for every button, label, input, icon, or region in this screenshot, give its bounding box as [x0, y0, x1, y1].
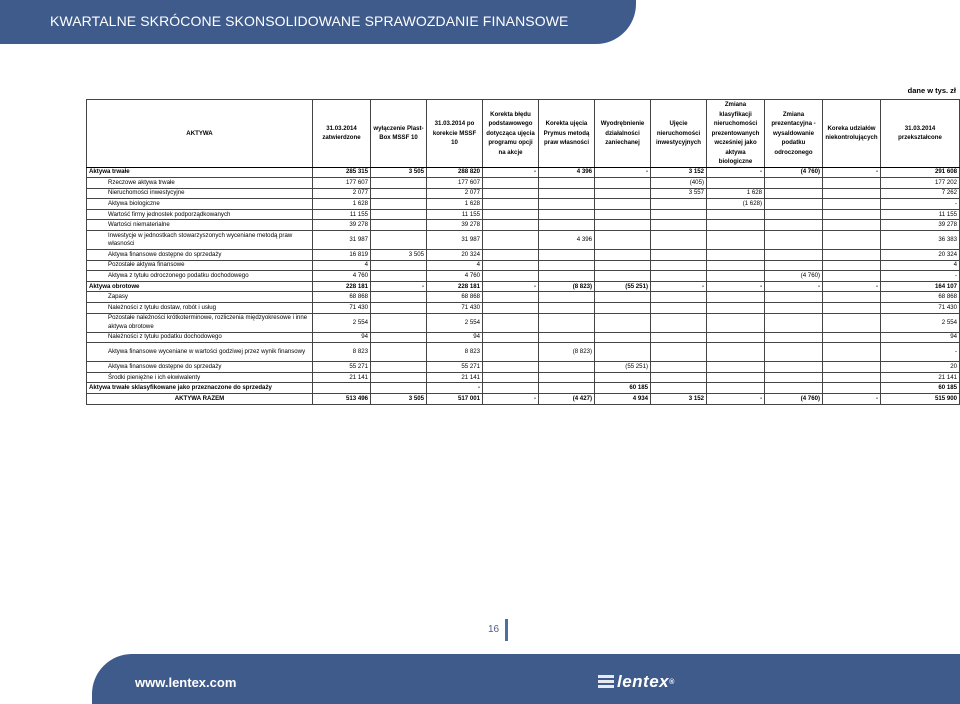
- table-cell: 11 155: [313, 209, 371, 220]
- table-cell: 177 607: [427, 178, 483, 189]
- table-row: [87, 220, 960, 231]
- table-cell: [707, 383, 765, 394]
- table-cell: 4: [313, 260, 371, 271]
- table-cell: [595, 313, 651, 332]
- table-cell: 68 868: [881, 292, 960, 303]
- table-header-row: [87, 100, 960, 168]
- table-cell: 94: [881, 332, 960, 343]
- row-label: Aktywa biologiczne: [87, 199, 313, 210]
- table-cell: 20 324: [427, 250, 483, 261]
- table-cell: [539, 260, 595, 271]
- table-cell: [595, 188, 651, 199]
- table-cell: (8 823): [539, 343, 595, 362]
- row-label: Aktywa trwałe: [87, 167, 313, 178]
- table-cell: 21 141: [313, 372, 371, 383]
- table-cell: [823, 220, 881, 231]
- table-cell: [823, 199, 881, 210]
- table-cell: (4 760): [765, 271, 823, 282]
- table-row: [87, 343, 960, 362]
- table-cell: [483, 292, 539, 303]
- table-cell: [483, 209, 539, 220]
- table-cell: [651, 332, 707, 343]
- table-cell: 164 107: [881, 281, 960, 292]
- table-cell: 177 607: [313, 178, 371, 189]
- table-cell: 20: [881, 362, 960, 373]
- table-cell: [539, 188, 595, 199]
- table-cell: 68 868: [427, 292, 483, 303]
- table-cell: [707, 250, 765, 261]
- row-label: AKTYWA RAZEM: [87, 394, 313, 405]
- table-cell: 3 152: [651, 394, 707, 405]
- table-cell: 4: [427, 260, 483, 271]
- row-label: Należności z tytułu dostaw, robót i usług: [87, 303, 313, 314]
- unit-note: dane w tys. zł: [907, 86, 956, 95]
- table-cell: 31 987: [313, 231, 371, 250]
- table-cell: [371, 188, 427, 199]
- row-label: Aktywa finansowe dostępne do sprzedaży: [87, 362, 313, 373]
- table-cell: -: [707, 394, 765, 405]
- table-cell: [707, 372, 765, 383]
- table-cell: [823, 303, 881, 314]
- table-cell: [371, 343, 427, 362]
- table-cell: [707, 209, 765, 220]
- table-cell: [765, 220, 823, 231]
- row-label: Środki pieniężne i ich ekwiwalenty: [87, 372, 313, 383]
- table-cell: 20 324: [881, 250, 960, 261]
- row-label: Aktywa finansowe dostępne do sprzedaży: [87, 250, 313, 261]
- table-cell: [651, 303, 707, 314]
- table-cell: 60 185: [595, 383, 651, 394]
- table-cell: [539, 209, 595, 220]
- table-cell: [371, 332, 427, 343]
- table-cell: [595, 199, 651, 210]
- table-cell: [371, 178, 427, 189]
- table-cell: [595, 303, 651, 314]
- table-cell: [765, 231, 823, 250]
- table-cell: [765, 362, 823, 373]
- column-header: Zmiana prezentacyjna - wysaldowanie podatku odroczonego: [765, 100, 823, 168]
- table-cell: 4 396: [539, 231, 595, 250]
- table-cell: -: [483, 281, 539, 292]
- table-cell: 71 430: [313, 303, 371, 314]
- table-cell: -: [823, 394, 881, 405]
- table-cell: [707, 271, 765, 282]
- table-cell: [651, 209, 707, 220]
- logo-stripes-icon: [598, 675, 614, 689]
- table-cell: [765, 199, 823, 210]
- table-cell: [651, 362, 707, 373]
- table-cell: [823, 271, 881, 282]
- table-cell: -: [881, 271, 960, 282]
- table-cell: 3 505: [371, 394, 427, 405]
- table-cell: [539, 332, 595, 343]
- table-cell: 1 628: [427, 199, 483, 210]
- table-cell: 39 278: [313, 220, 371, 231]
- table-cell: [707, 332, 765, 343]
- table-cell: [707, 260, 765, 271]
- table-cell: [595, 343, 651, 362]
- table-cell: 517 001: [427, 394, 483, 405]
- column-header: Ujęcie nieruchomości inwestycyjnych: [651, 100, 707, 168]
- table-cell: 515 900: [881, 394, 960, 405]
- table-cell: 4 760: [427, 271, 483, 282]
- row-label: Wartość firmy jednostek podporządkowanych: [87, 209, 313, 220]
- table-cell: [765, 260, 823, 271]
- table-cell: [595, 372, 651, 383]
- table-cell: 4 396: [539, 167, 595, 178]
- table-cell: -: [823, 281, 881, 292]
- table-cell: [483, 383, 539, 394]
- table-cell: [483, 343, 539, 362]
- table-cell: [371, 383, 427, 394]
- table-cell: [371, 209, 427, 220]
- logo-text: lentex: [617, 672, 670, 691]
- table-cell: 177 202: [881, 178, 960, 189]
- table-cell: -: [427, 383, 483, 394]
- column-header: 31.03.2014 po korekcie MSSF 10: [427, 100, 483, 168]
- table-cell: [651, 292, 707, 303]
- table-cell: [707, 303, 765, 314]
- table-cell: [483, 231, 539, 250]
- table-cell: (4 427): [539, 394, 595, 405]
- table-cell: 4: [881, 260, 960, 271]
- row-label: Aktywa obrotowe: [87, 281, 313, 292]
- table-cell: [539, 199, 595, 210]
- table-cell: 31 987: [427, 231, 483, 250]
- table-cell: 2 077: [427, 188, 483, 199]
- table-cell: 7 262: [881, 188, 960, 199]
- column-header: Zmiana klasyfikacji nieruchomości prezentowanych wcześniej jako aktywa biologiczne: [707, 100, 765, 168]
- table-cell: -: [881, 199, 960, 210]
- table-cell: [823, 332, 881, 343]
- table-cell: [765, 178, 823, 189]
- table-cell: [765, 209, 823, 220]
- table-cell: 4 760: [313, 271, 371, 282]
- table-cell: [707, 220, 765, 231]
- table-cell: [651, 260, 707, 271]
- table-row: [87, 271, 960, 282]
- table-cell: 71 430: [881, 303, 960, 314]
- table-cell: [651, 313, 707, 332]
- table-cell: -: [765, 281, 823, 292]
- table-cell: 8 823: [427, 343, 483, 362]
- row-label: Rzeczowe aktywa trwałe: [87, 178, 313, 189]
- table-cell: [483, 178, 539, 189]
- table-cell: [539, 383, 595, 394]
- table-cell: [539, 220, 595, 231]
- table-cell: [765, 383, 823, 394]
- table-cell: [313, 383, 371, 394]
- table-cell: [823, 188, 881, 199]
- table-row: [87, 209, 960, 220]
- table-cell: [539, 372, 595, 383]
- table-row: [87, 199, 960, 210]
- header-bar: [0, 0, 636, 44]
- table-cell: [823, 292, 881, 303]
- table-cell: [823, 383, 881, 394]
- table-cell: [483, 372, 539, 383]
- table-cell: [823, 372, 881, 383]
- table-cell: [371, 220, 427, 231]
- table-cell: 291 608: [881, 167, 960, 178]
- table-body: [87, 167, 960, 404]
- table-cell: [823, 250, 881, 261]
- table-cell: [595, 178, 651, 189]
- table-cell: -: [823, 167, 881, 178]
- table-cell: 3 152: [651, 167, 707, 178]
- table-cell: [707, 362, 765, 373]
- table-cell: (55 251): [595, 362, 651, 373]
- company-logo: [598, 673, 675, 691]
- row-label: Aktywa z tytułu odroczonego podatku dochodowego: [87, 271, 313, 282]
- table-row: [87, 178, 960, 189]
- column-header: wyłączenie Plast-Box MSSF 10: [371, 100, 427, 168]
- row-label: Zapasy: [87, 292, 313, 303]
- table-cell: [595, 332, 651, 343]
- table-cell: [483, 260, 539, 271]
- row-label: Inwestycje w jednostkach stowarzyszonych wyceniane metodą praw własności: [87, 231, 313, 250]
- table-cell: [595, 220, 651, 231]
- table-cell: 2 077: [313, 188, 371, 199]
- table-cell: [371, 362, 427, 373]
- table-cell: [765, 250, 823, 261]
- table-cell: [707, 178, 765, 189]
- table-cell: [765, 332, 823, 343]
- table-cell: [765, 372, 823, 383]
- column-header-aktywa: AKTYWA: [87, 100, 313, 168]
- table-cell: 3 505: [371, 250, 427, 261]
- table-cell: 2 554: [313, 313, 371, 332]
- table-cell: [483, 332, 539, 343]
- table-cell: 8 823: [313, 343, 371, 362]
- table-cell: [595, 231, 651, 250]
- table-cell: [651, 343, 707, 362]
- table-cell: [765, 343, 823, 362]
- table-row: [87, 281, 960, 292]
- table-row: [87, 292, 960, 303]
- table-cell: [539, 271, 595, 282]
- table-cell: [371, 231, 427, 250]
- table-cell: [371, 271, 427, 282]
- table-cell: 39 278: [427, 220, 483, 231]
- table-cell: [651, 250, 707, 261]
- row-label: Należności z tytułu podatku dochodowego: [87, 332, 313, 343]
- table-cell: 94: [427, 332, 483, 343]
- table-cell: -: [595, 167, 651, 178]
- table-cell: -: [483, 167, 539, 178]
- table-cell: [539, 362, 595, 373]
- table-cell: [483, 220, 539, 231]
- table-row: [87, 372, 960, 383]
- column-header: 31.03.2014 przekształcone: [881, 100, 960, 168]
- table-cell: -: [651, 281, 707, 292]
- table-cell: [707, 313, 765, 332]
- balance-sheet-table: [86, 99, 960, 405]
- table-cell: 60 185: [881, 383, 960, 394]
- table-cell: (8 823): [539, 281, 595, 292]
- table-cell: [823, 362, 881, 373]
- table-cell: [651, 231, 707, 250]
- table-cell: 71 430: [427, 303, 483, 314]
- table-cell: 4 934: [595, 394, 651, 405]
- table-cell: 36 383: [881, 231, 960, 250]
- page-number: 16: [488, 624, 500, 635]
- table-cell: 55 271: [313, 362, 371, 373]
- table-cell: [483, 271, 539, 282]
- table-cell: 68 868: [313, 292, 371, 303]
- table-row: [87, 167, 960, 178]
- table-cell: [371, 260, 427, 271]
- table-cell: 228 181: [313, 281, 371, 292]
- column-header: Korekta ujęcia Prymus metodą praw własności: [539, 100, 595, 168]
- table-cell: [595, 260, 651, 271]
- table-cell: [371, 303, 427, 314]
- table-cell: [823, 343, 881, 362]
- row-label: Aktywa trwałe sklasyfikowane jako przeznaczone do sprzedaży: [87, 383, 313, 394]
- table-row: [87, 332, 960, 343]
- table-cell: [651, 220, 707, 231]
- table-cell: 1 628: [313, 199, 371, 210]
- table-cell: 16 819: [313, 250, 371, 261]
- table-cell: 94: [313, 332, 371, 343]
- table-cell: 288 820: [427, 167, 483, 178]
- table-cell: [483, 362, 539, 373]
- table-cell: [371, 313, 427, 332]
- table-row: [87, 231, 960, 250]
- table-cell: 1 628: [707, 188, 765, 199]
- table-cell: [651, 383, 707, 394]
- table-cell: 39 278: [881, 220, 960, 231]
- table-cell: [765, 313, 823, 332]
- column-header: Korekta błędu podstawowego dotycząca ujęcia programu opcji na akcje: [483, 100, 539, 168]
- table-row: [87, 260, 960, 271]
- column-header: Koreka udziałów niekontrolujących: [823, 100, 881, 168]
- footer-website-link[interactable]: www.lentex.com: [135, 675, 237, 690]
- column-header: Wyodrębnienie działalności zaniechanej: [595, 100, 651, 168]
- table-cell: [765, 303, 823, 314]
- logo-registered-symbol: ®: [669, 678, 675, 686]
- table-cell: (4 760): [765, 167, 823, 178]
- table-cell: 55 271: [427, 362, 483, 373]
- table-cell: [707, 343, 765, 362]
- table-cell: 2 554: [427, 313, 483, 332]
- table-cell: (405): [651, 178, 707, 189]
- table-cell: 285 315: [313, 167, 371, 178]
- table-cell: [823, 209, 881, 220]
- table-cell: [595, 250, 651, 261]
- table-cell: [539, 178, 595, 189]
- row-label: Pozostałe należności krótkoterminowe, rozliczenia międzyokresowe i inne aktywa obrotowe: [87, 313, 313, 332]
- table-cell: [483, 250, 539, 261]
- table-cell: [765, 188, 823, 199]
- table-cell: -: [483, 394, 539, 405]
- table-cell: [765, 292, 823, 303]
- table-cell: [823, 178, 881, 189]
- table-cell: -: [881, 343, 960, 362]
- table-cell: [539, 303, 595, 314]
- table-cell: (4 760): [765, 394, 823, 405]
- table-cell: [371, 372, 427, 383]
- table-cell: [823, 313, 881, 332]
- table-cell: (1 628): [707, 199, 765, 210]
- row-label: Aktywa finansowe wyceniane w wartości godziwej przez wynik finansowy: [87, 343, 313, 362]
- table-cell: [371, 199, 427, 210]
- document-title: KWARTALNE SKRÓCONE SKONSOLIDOWANE SPRAWOZDANIE FINANSOWE: [50, 13, 569, 29]
- table-cell: -: [707, 167, 765, 178]
- table-cell: [595, 292, 651, 303]
- table-cell: 2 554: [881, 313, 960, 332]
- table-cell: -: [707, 281, 765, 292]
- table-cell: [483, 313, 539, 332]
- table-cell: 11 155: [881, 209, 960, 220]
- row-label: Nieruchomości inwestycyjne: [87, 188, 313, 199]
- column-header: 31.03.2014 zatwierdzone: [313, 100, 371, 168]
- table-cell: [483, 199, 539, 210]
- page-number-divider: [505, 619, 508, 641]
- table-cell: 228 181: [427, 281, 483, 292]
- table-cell: [539, 250, 595, 261]
- table-cell: [539, 313, 595, 332]
- table-row: [87, 362, 960, 373]
- table-cell: 513 496: [313, 394, 371, 405]
- table-cell: 21 141: [881, 372, 960, 383]
- table-cell: -: [371, 281, 427, 292]
- table-cell: (55 251): [595, 281, 651, 292]
- table-row: [87, 394, 960, 405]
- table-row: [87, 383, 960, 394]
- table-cell: [371, 292, 427, 303]
- table-cell: [823, 231, 881, 250]
- row-label: Pozostałe aktywa finansowe: [87, 260, 313, 271]
- table-cell: [651, 372, 707, 383]
- table-row: [87, 250, 960, 261]
- table-row: [87, 188, 960, 199]
- row-label: Wartości niematerialne: [87, 220, 313, 231]
- table-cell: [651, 199, 707, 210]
- table-cell: 3 505: [371, 167, 427, 178]
- table-cell: [595, 271, 651, 282]
- table-cell: [539, 292, 595, 303]
- table-cell: 21 141: [427, 372, 483, 383]
- table-cell: [823, 260, 881, 271]
- table-row: [87, 313, 960, 332]
- table-cell: 11 155: [427, 209, 483, 220]
- table-cell: [483, 188, 539, 199]
- table-cell: [707, 231, 765, 250]
- table-cell: [483, 303, 539, 314]
- table-row: [87, 303, 960, 314]
- table-cell: [595, 209, 651, 220]
- table-cell: [651, 271, 707, 282]
- table-cell: 3 557: [651, 188, 707, 199]
- table-cell: [707, 292, 765, 303]
